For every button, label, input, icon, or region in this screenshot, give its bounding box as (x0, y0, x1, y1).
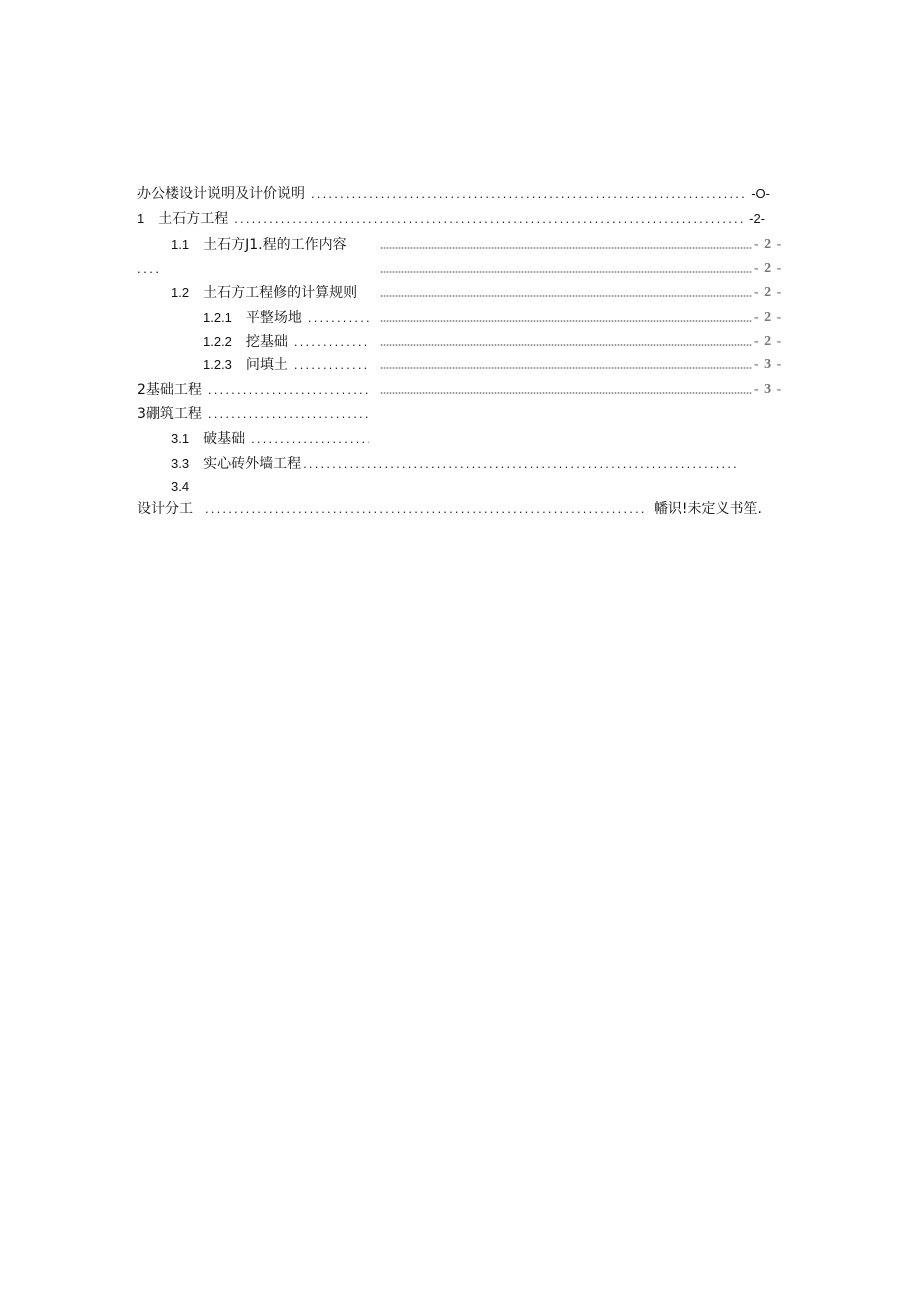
toc-entry-design-division[interactable] (137, 499, 762, 519)
toc-dot-leader (251, 429, 369, 449)
toc-entry-page: - 2 - (754, 237, 783, 252)
toc-entry-number: 1.2.3 (203, 357, 232, 372)
toc-dot-leader (311, 184, 745, 204)
toc-entry-continuation[interactable] (137, 259, 161, 279)
toc-entry-page: - 3 - (754, 357, 783, 372)
toc-dot-leader (208, 404, 369, 424)
toc-dot-leader (208, 380, 369, 400)
toc-entry-page-error: 幡识!未定义书笙. (653, 501, 762, 517)
toc-leader-row (380, 380, 782, 400)
toc-dot-leader (380, 392, 752, 394)
toc-entry-number: 1.2 (171, 285, 190, 300)
toc-dot-leader (380, 295, 752, 297)
toc-entry-label: 办公楼设计说明及计价说明 (137, 186, 305, 202)
table-of-contents (0, 0, 920, 560)
toc-leader-row (380, 332, 782, 352)
toc-entry-label: 2基础工程 (137, 382, 202, 398)
toc-entry-3-3[interactable] (171, 454, 745, 474)
toc-entry-page: - 2 - (754, 334, 783, 349)
toc-entry-page: -O- (751, 186, 770, 201)
toc-dot-leader (380, 271, 752, 273)
toc-entry-label: 实心砖外墙工程 (203, 456, 302, 472)
toc-dot-leader (380, 344, 752, 346)
toc-entry-number: 3.3 (171, 456, 190, 471)
toc-entry-1-2-2[interactable] (203, 332, 375, 352)
toc-entry-1-1[interactable] (171, 235, 347, 255)
toc-entry-label: 设计分工 (137, 501, 193, 517)
toc-entry-number: 1.2.1 (203, 310, 232, 325)
toc-dot-leader (303, 454, 739, 474)
toc-entry-number: 3.4 (171, 479, 190, 494)
toc-entry-1-2-3[interactable] (203, 355, 375, 375)
toc-entry-label: 土石方工程 (158, 211, 229, 227)
toc-dot-leader (380, 247, 752, 249)
toc-leader-row (380, 283, 782, 303)
toc-entry-number: 1 (137, 211, 145, 226)
toc-entry-label: 3硼筑工程 (137, 406, 202, 422)
toc-entry-label: 破基础 (203, 431, 246, 447)
toc-entry-label: 土石方J1.程的工作内容 (203, 237, 347, 253)
toc-entry-1-2-1[interactable] (203, 308, 375, 328)
toc-dot-leader (205, 499, 648, 519)
toc-leader-row (380, 355, 782, 375)
toc-dot-leader (308, 308, 369, 328)
toc-entry-label: 平整场地 (245, 310, 302, 326)
toc-entry-3-4[interactable] (171, 477, 203, 497)
toc-dot-leader (234, 209, 743, 229)
toc-entry-3[interactable] (137, 404, 375, 424)
toc-entry-label: 土石方工程修的计算规则 (203, 285, 358, 301)
toc-entry-number: 3.1 (171, 431, 190, 446)
toc-entry-1-2[interactable] (171, 283, 357, 303)
toc-leader-row (380, 235, 782, 255)
toc-entry-page: - 2 - (754, 285, 783, 300)
toc-dot-leader (294, 332, 369, 352)
toc-leader-row (380, 259, 782, 279)
toc-entry-2[interactable] (137, 380, 375, 400)
toc-dot-leader (380, 367, 752, 369)
toc-entry-label: 挖基础 (245, 334, 288, 350)
toc-entry-page: - 2 - (754, 310, 783, 325)
toc-entry-page: - 3 - (754, 382, 783, 397)
toc-dot-leader (380, 320, 752, 322)
toc-entry-number: 1.2.2 (203, 334, 232, 349)
toc-leader-row (380, 308, 782, 328)
toc-entry-page: -2- (749, 211, 765, 226)
toc-entry-page: - 2 - (754, 261, 783, 276)
toc-entry-number: 1.1 (171, 237, 190, 252)
toc-dot-leader: .... (137, 261, 162, 276)
toc-entry-3-1[interactable] (171, 429, 375, 449)
toc-entry-label: 问填土 (245, 357, 288, 373)
toc-dot-leader (294, 355, 369, 375)
toc-entry-1[interactable] (137, 209, 765, 229)
toc-entry-main-title[interactable] (137, 184, 770, 204)
